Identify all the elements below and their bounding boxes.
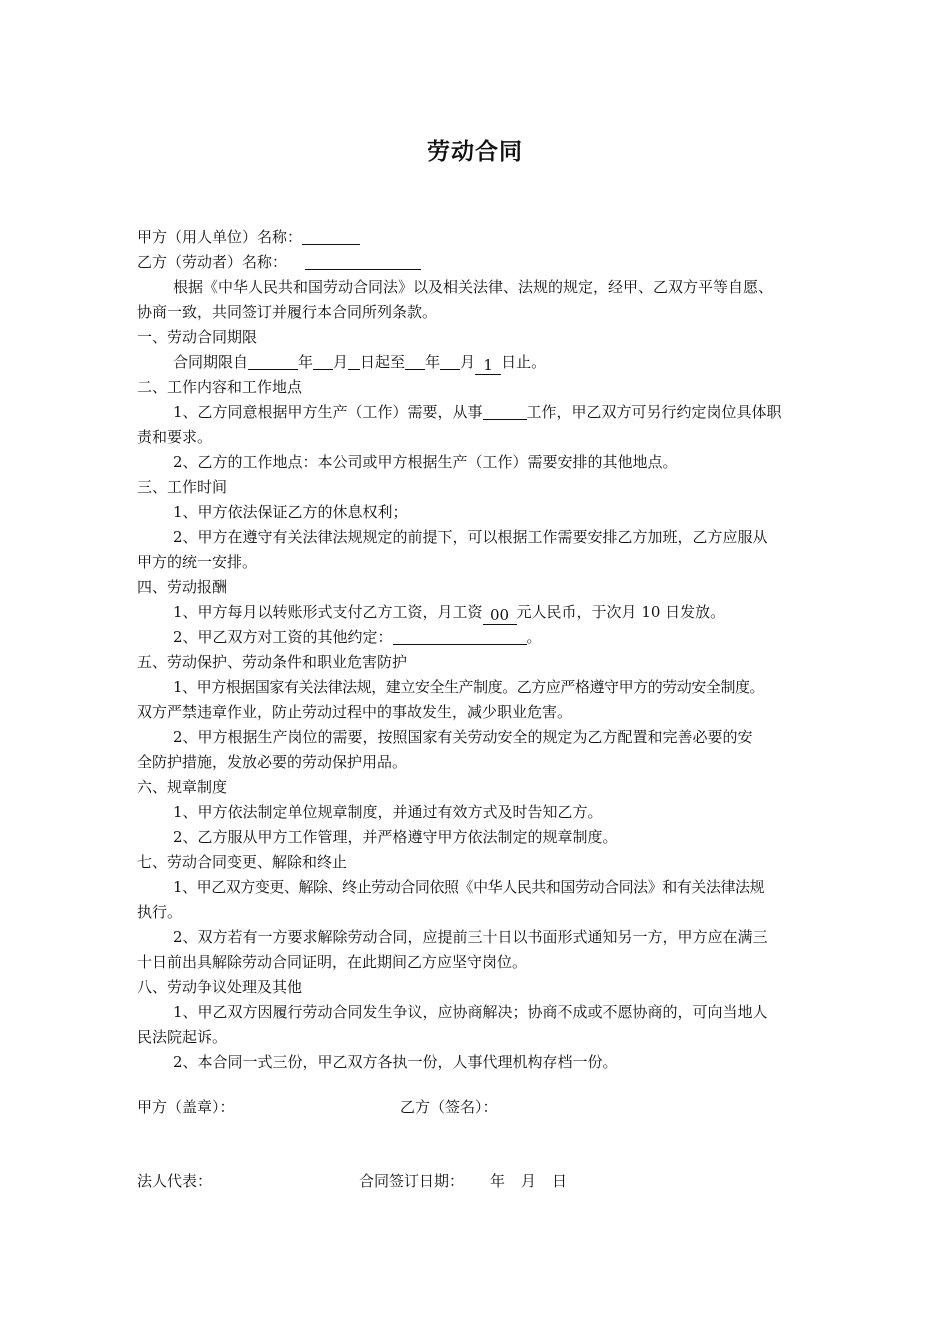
start-day-field[interactable] [348,352,360,370]
termination-item-2: 2、双方若有一方要求解除劳动合同，应提前三十日以书面形式通知另一方，甲方应在满三 [173,928,768,946]
start-month-field[interactable] [313,352,333,370]
term-text-month: 月 [333,353,349,371]
sign-date-block [359,1169,567,1194]
salary-other-end: 。 [526,628,542,646]
section-heading-2: 二、工作内容和工作地点 [137,378,303,396]
job-content-line [137,400,827,425]
sign-date-month: 月 [521,1172,537,1190]
party-b-sign-label: 乙方（签名）： [400,1098,498,1116]
section-heading-4: 四、劳动报酬 [137,578,228,596]
work-time-item-2: 2、甲方在遵守有关法律法规规定的前提下，可以根据工作需要安排乙方加班，乙方应服从 [173,528,768,546]
safety-item-1: 1、甲方根据国家有关法律法规，建立安全生产制度。乙方应严格遵守甲方的劳动安全制度。 [173,678,765,696]
sign-date-label: 合同签订日期： [359,1172,465,1190]
section-heading-1: 一、劳动合同期限 [137,328,258,346]
section-heading-8: 八、劳动争议处理及其他 [137,978,303,996]
contract-term-line [137,350,827,375]
term-text-start: 合同期限自 [173,353,249,371]
safety-item-2: 2、甲方根据生产岗位的需要，按照国家有关劳动安全的规定为乙方配置和完善必要的安 [173,728,753,746]
end-month-field[interactable] [440,352,460,370]
termination-item-2-cont: 十日前出具解除劳动合同证明，在此期间乙方应坚守岗位。 [137,953,528,971]
safety-item-1-cont: 双方严禁违章作业，防止劳动过程中的事故发生，减少职业危害。 [137,703,573,721]
party-b-name-field[interactable] [305,252,421,270]
work-time-item-2-cont: 甲方的统一安排。 [137,553,258,571]
document-title: 劳动合同 [427,139,523,165]
sign-date-day: 日 [552,1172,568,1190]
party-b-label: 乙方（劳动者）名称： [137,253,288,271]
sign-date-year: 年 [490,1172,506,1190]
term-text-year-2: 年 [425,353,441,371]
work-location-line: 2、乙方的工作地点：本公司或甲方根据生产（工作）需要安排的其他地点。 [173,453,678,471]
job-position-field[interactable] [483,402,527,420]
term-text-year: 年 [298,353,314,371]
section-heading-6: 六、规章制度 [137,778,228,796]
end-year-field[interactable] [405,352,425,370]
start-year-field[interactable] [248,352,298,370]
dispute-item-1-cont: 民法院起诉。 [137,1028,228,1046]
termination-item-1-cont: 执行。 [137,903,183,921]
party-a-label: 甲方（用人单位）名称： [137,228,303,246]
party-a-name-field[interactable] [302,227,360,245]
preamble-line-1: 根据《中华人民共和国劳动合同法》以及相关法律、法规的规定，经甲、乙双方平等自愿、 [173,278,774,296]
party-a-seal-label: 甲方（盖章）： [137,1098,235,1116]
term-text-until: 日起至 [360,353,406,371]
job-text-end: 工作，甲乙双方可另行约定岗位具体职 [526,403,782,421]
rules-item-1: 1、甲方依法制定单位规章制度，并通过有效方式及时告知乙方。 [173,803,603,821]
party-a-seal-block [137,1095,235,1120]
dispute-item-1: 1、甲乙双方因履行劳动合同发生争议，应协商解决；协商不成或不愿协商的，可向当地人 [173,1003,768,1021]
salary-other-field[interactable] [393,627,527,645]
term-text-end: 日止。 [501,353,547,371]
salary-text-end: 元人民币，于次月 10 日发放。 [516,603,726,621]
salary-other-line [137,625,827,650]
party-a-line [137,225,827,250]
salary-line [137,600,827,625]
party-b-sign-block [400,1095,498,1120]
legal-rep-block [137,1169,212,1194]
section-heading-3: 三、工作时间 [137,478,228,496]
job-text-start: 1、乙方同意根据甲方生产（工作）需要，从事 [173,403,483,421]
preamble-line-2: 协商一致，共同签订并履行本合同所列条款。 [137,303,438,321]
legal-rep-label: 法人代表： [137,1172,213,1190]
work-time-item-1: 1、甲方依法保证乙方的休息权利； [173,503,408,521]
section-heading-5: 五、劳动保护、劳动条件和职业危害防护 [137,653,408,671]
section-heading-7: 七、劳动合同变更、解除和终止 [137,853,348,871]
end-day-field[interactable]: 1 [475,357,501,375]
rules-item-2: 2、乙方服从甲方工作管理，并严格遵守甲方依法制定的规章制度。 [173,828,618,846]
termination-item-1: 1、甲乙双方变更、解除、终止劳动合同依照《中华人民共和国劳动合同法》和有关法律法规 [173,878,765,896]
salary-field[interactable]: 00 [483,607,517,625]
job-content-line-2: 责和要求。 [137,428,213,446]
dispute-item-2: 2、本合同一式三份，甲乙双方各执一份，人事代理机构存档一份。 [173,1053,618,1071]
salary-text-start: 1、甲方每月以转账形式支付乙方工资，月工资 [173,603,483,621]
term-text-month-2: 月 [460,353,476,371]
safety-item-2-cont: 全防护措施，发放必要的劳动保护用品。 [137,753,408,771]
party-b-line [137,250,827,275]
contract-body [137,225,827,1075]
salary-other-label: 2、甲乙双方对工资的其他约定： [173,628,393,646]
